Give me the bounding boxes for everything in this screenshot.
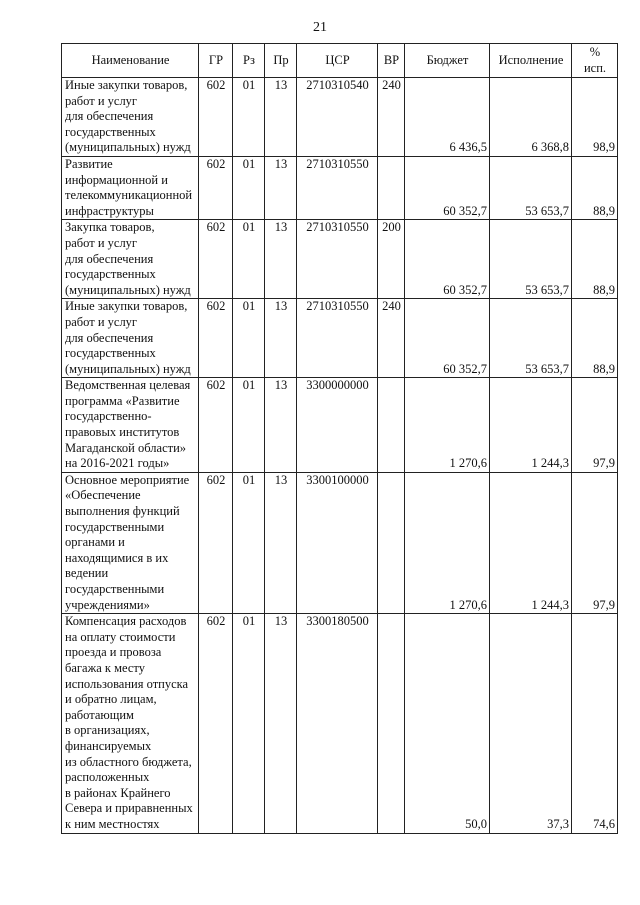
name-line: (муниципальных) нужд	[65, 361, 191, 376]
cell-name	[62, 156, 199, 219]
cell-execution: 1 244,3	[490, 472, 572, 613]
cell-rz: 01	[233, 156, 265, 219]
cell-csr: 3300180500	[297, 614, 378, 833]
cell-percent: 97,9	[572, 472, 618, 613]
cell-gr: 602	[199, 614, 233, 833]
name-line: на оплату стоимости	[65, 629, 176, 644]
cell-execution: 53 653,7	[490, 156, 572, 219]
name-line: Иные закупки товаров,	[65, 78, 188, 92]
name-line: Основное мероприятие	[65, 472, 190, 487]
table-row	[62, 78, 618, 157]
cell-vr	[378, 614, 405, 833]
cell-percent: 88,9	[572, 156, 618, 219]
name-line: работ и услуг	[65, 93, 138, 108]
name-line: в районах Крайнего	[65, 785, 171, 800]
name-line: багажа к месту	[65, 660, 145, 675]
cell-csr: 2710310550	[297, 156, 378, 219]
table-row	[62, 614, 618, 833]
name-line: Иные закупки товаров,	[65, 299, 188, 314]
name-line: для обеспечения	[65, 251, 154, 266]
name-line: работ и услуг	[65, 235, 138, 250]
name-line: информационной и	[65, 172, 168, 187]
cell-vr: 240	[378, 78, 405, 157]
table-body	[62, 78, 618, 834]
cell-percent: 97,9	[572, 378, 618, 473]
page-number: 21	[313, 20, 327, 35]
name-line: выполнения функций	[65, 504, 180, 519]
cell-gr: 602	[199, 299, 233, 378]
name-line: Развитие	[65, 156, 113, 171]
name-line: использования отпуска	[65, 676, 189, 691]
cell-budget: 60 352,7	[405, 220, 490, 299]
cell-name	[62, 220, 199, 299]
cell-rz: 01	[233, 472, 265, 613]
name-line: проезда и провоза	[65, 645, 162, 660]
cell-budget: 1 270,6	[405, 378, 490, 473]
cell-vr: 240	[378, 299, 405, 378]
cell-name	[62, 378, 199, 473]
cell-csr: 2710310550	[297, 299, 378, 378]
cell-rz: 01	[233, 78, 265, 157]
name-line: для обеспечения	[65, 109, 154, 124]
header-vr: ВР	[378, 44, 405, 78]
cell-pr: 13	[265, 78, 297, 157]
name-line: Севера и приравненных	[65, 801, 193, 816]
name-line: государственно-	[65, 409, 152, 424]
header-pr: Пр	[265, 44, 297, 78]
table-row	[62, 299, 618, 378]
table-row	[62, 472, 618, 613]
name-line: государственными	[65, 519, 165, 534]
name-line: программа «Развитие	[65, 393, 180, 408]
header-gr: ГР	[199, 44, 233, 78]
cell-gr: 602	[199, 378, 233, 473]
cell-csr: 2710310550	[297, 220, 378, 299]
name-line: государственных	[65, 267, 156, 282]
cell-budget: 60 352,7	[405, 299, 490, 378]
name-line: для обеспечения	[65, 330, 154, 345]
cell-execution: 53 653,7	[490, 220, 572, 299]
cell-rz: 01	[233, 220, 265, 299]
name-line: государственных	[65, 124, 156, 139]
header-percent-label: исп.	[583, 60, 607, 75]
name-line: работающим	[65, 707, 134, 722]
cell-rz: 01	[233, 299, 265, 378]
cell-vr	[378, 156, 405, 219]
cell-pr: 13	[265, 220, 297, 299]
cell-budget: 60 352,7	[405, 156, 490, 219]
table-row	[62, 220, 618, 299]
cell-percent: 98,9	[572, 78, 618, 157]
cell-gr: 602	[199, 472, 233, 613]
cell-budget: 6 436,5	[405, 78, 490, 157]
cell-name	[62, 614, 199, 833]
cell-execution: 6 368,8	[490, 78, 572, 157]
name-line: инфраструктуры	[65, 203, 154, 218]
name-line: органами и	[65, 535, 125, 550]
table-header-row	[62, 44, 618, 78]
name-line: Магаданской области»	[65, 440, 187, 455]
name-line: Ведомственная целевая	[65, 378, 191, 393]
cell-gr: 602	[199, 220, 233, 299]
cell-pr: 13	[265, 156, 297, 219]
name-line: Закупка товаров,	[65, 220, 155, 235]
name-line: работ и услуг	[65, 314, 138, 329]
cell-vr	[378, 378, 405, 473]
name-line: находящимися в их	[65, 550, 169, 565]
name-line: на 2016-2021 годы»	[65, 456, 170, 471]
header-percent-sign: %	[589, 44, 601, 59]
cell-percent: 88,9	[572, 299, 618, 378]
cell-name	[62, 299, 199, 378]
name-line: и обратно лицам,	[65, 692, 157, 707]
name-line: ведении	[65, 566, 109, 581]
header-rz: Рз	[233, 44, 265, 78]
cell-csr: 3300000000	[297, 378, 378, 473]
name-line: телекоммуникационной	[65, 188, 193, 203]
cell-pr: 13	[265, 299, 297, 378]
name-line: к ним местностях	[65, 816, 160, 831]
header-execution: Исполнение	[490, 44, 572, 78]
cell-vr: 200	[378, 220, 405, 299]
table-row	[62, 378, 618, 473]
name-line: расположенных	[65, 770, 150, 785]
cell-gr: 602	[199, 78, 233, 157]
header-name: Наименование	[62, 44, 199, 78]
name-line: из областного бюджета,	[65, 754, 192, 769]
cell-budget: 50,0	[405, 614, 490, 833]
name-line: государственных	[65, 346, 156, 361]
cell-csr: 2710310540	[297, 78, 378, 157]
name-line: (муниципальных) нужд	[65, 140, 191, 155]
cell-pr: 13	[265, 472, 297, 613]
cell-vr	[378, 472, 405, 613]
name-line: учреждениями»	[65, 597, 150, 612]
name-line: (муниципальных) нужд	[65, 282, 191, 297]
header-percent	[572, 44, 618, 78]
cell-execution: 37,3	[490, 614, 572, 833]
cell-percent: 74,6	[572, 614, 618, 833]
name-line: правовых институтов	[65, 425, 180, 440]
cell-rz: 01	[233, 614, 265, 833]
header-budget: Бюджет	[405, 44, 490, 78]
cell-percent: 88,9	[572, 220, 618, 299]
cell-pr: 13	[265, 378, 297, 473]
header-csr: ЦСР	[297, 44, 378, 78]
name-line: в организациях,	[65, 723, 150, 738]
cell-name	[62, 472, 199, 613]
cell-execution: 53 653,7	[490, 299, 572, 378]
cell-budget: 1 270,6	[405, 472, 490, 613]
table-row	[62, 156, 618, 219]
cell-name	[62, 78, 199, 157]
cell-gr: 602	[199, 156, 233, 219]
name-line: «Обеспечение	[65, 488, 141, 503]
cell-execution: 1 244,3	[490, 378, 572, 473]
cell-pr: 13	[265, 614, 297, 833]
name-line: Компенсация расходов	[65, 614, 187, 629]
budget-execution-table	[61, 43, 618, 834]
cell-csr: 3300100000	[297, 472, 378, 613]
name-line: финансируемых	[65, 738, 152, 753]
name-line: государственными	[65, 582, 165, 596]
cell-rz: 01	[233, 378, 265, 473]
